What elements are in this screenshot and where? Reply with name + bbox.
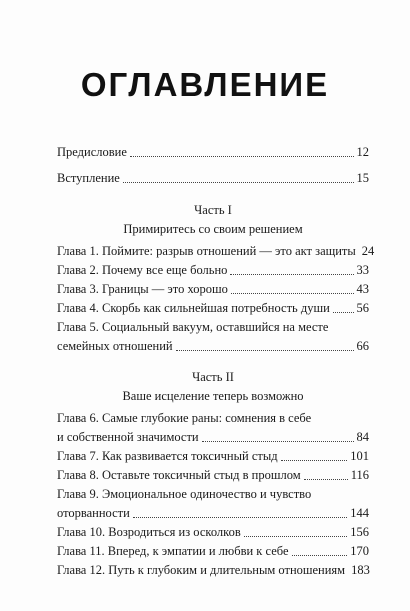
toc-entry-page: 116: [350, 468, 369, 482]
part-subtitle: Примиритесь со своим решением: [123, 222, 303, 236]
toc-entry-page: 144: [350, 506, 369, 520]
toc-entry-label-continued: и собственной значимости: [57, 430, 199, 444]
toc-entry: [57, 449, 369, 464]
leader-dots: [176, 349, 354, 351]
toc-entry-page: 43: [356, 282, 369, 296]
toc-entry: [57, 282, 369, 297]
toc-entry-label: Глава 12. Путь к глубоким и длительным отношениям: [57, 563, 346, 577]
leader-dots: [133, 516, 347, 518]
toc-entry-label: Предисловие: [57, 145, 127, 159]
leader-dots: [230, 273, 353, 275]
leader-dots: [123, 181, 354, 183]
toc-entry-label: Глава 2. Почему все еще больно: [57, 263, 228, 277]
toc-entry-page: 66: [356, 339, 369, 353]
toc-entry: [57, 544, 369, 559]
leader-dots: [304, 478, 348, 480]
toc-entry: [57, 145, 369, 160]
toc-entry-label: Глава 6. Самые глубокие раны: сомнения в себе: [57, 411, 312, 425]
toc-entry: [57, 339, 369, 354]
leader-dots: [202, 440, 354, 442]
toc-entry-label: Глава 10. Возродиться из осколков: [57, 525, 241, 539]
toc-entry: [57, 263, 369, 278]
toc-entry-label: Вступление: [57, 171, 120, 185]
part-heading: Часть I: [194, 203, 232, 217]
toc-entry-page: 170: [350, 544, 369, 558]
leader-dots: [130, 155, 354, 157]
leader-dots: [292, 554, 348, 556]
toc-entry: [57, 244, 375, 259]
toc-entry-label: Глава 1. Поймите: разрыв отношений — это акт защиты: [57, 244, 356, 258]
toc-entry-page: 101: [350, 449, 369, 463]
toc-entry: [57, 171, 369, 186]
page-title: ОГЛАВЛЕНИЕ: [80, 66, 330, 103]
toc-entry: [57, 468, 369, 483]
toc-entry-page: 84: [356, 430, 369, 444]
toc-entry-page: 156: [350, 525, 369, 539]
toc-entry-label: Глава 3. Границы — это хорошо: [57, 282, 228, 296]
part-heading: Часть II: [192, 370, 234, 384]
toc-entry-page: 33: [356, 263, 369, 277]
toc-entry: [57, 301, 369, 316]
toc-entry-label: Глава 5. Социальный вакуум, оставшийся на месте: [57, 320, 329, 334]
toc-entry-label: Глава 8. Оставьте токсичный стыд в прошлом: [57, 468, 301, 482]
toc-entry-page: 24: [361, 244, 375, 258]
toc-entry-label: Глава 11. Вперед, к эмпатии и любви к себе: [57, 544, 289, 558]
toc-entry-page: 12: [356, 145, 369, 159]
toc-entry: [57, 506, 369, 521]
toc-entry-label-continued: семейных отношений: [57, 339, 173, 353]
leader-dots: [281, 459, 348, 461]
toc-entry: [57, 563, 369, 578]
toc-entry-label-continued: оторванности: [57, 506, 130, 520]
leader-dots: [244, 535, 348, 537]
toc-entry-page: 15: [356, 171, 369, 185]
toc-entry: [57, 525, 369, 540]
toc-entry-label: Глава 7. Как развивается токсичный стыд: [57, 449, 278, 463]
toc-entry-page: 183: [351, 563, 370, 577]
toc-entry: [57, 430, 369, 445]
toc-entry-page: 56: [356, 301, 369, 315]
toc-entry-label: Глава 4. Скорбь как сильнейшая потребность души: [57, 301, 330, 315]
toc-entry-label: Глава 9. Эмоциональное одиночество и чувство: [57, 487, 312, 501]
part-subtitle: Ваше исцеление теперь возможно: [122, 389, 304, 403]
leader-dots: [333, 311, 354, 313]
leader-dots: [231, 292, 354, 294]
